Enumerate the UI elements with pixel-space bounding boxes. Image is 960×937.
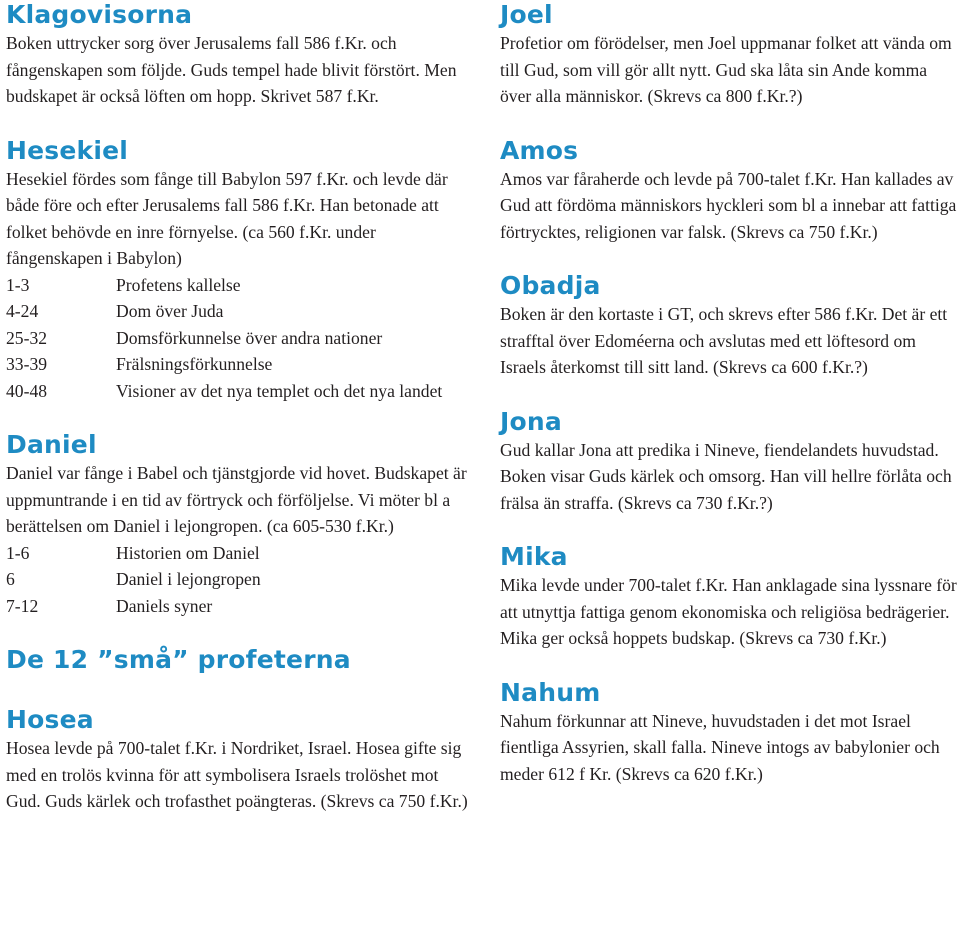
section-text: Hosea levde på 700-talet f.Kr. i Nordriket, Israel. Hosea gifte sig med en trolös kvinna för att symbolisera Israels trolöshet mot Gud. Guds kärlek och trofasthet poängteras. (Skrevs ca 750 f.Kr.) xyxy=(6,738,468,811)
section-title: Obadja xyxy=(500,271,601,300)
outline-row xyxy=(6,378,446,405)
section-joel xyxy=(500,0,958,110)
outline-desc: Profetens kallelse xyxy=(116,274,241,295)
outline-desc: Historien om Daniel xyxy=(116,542,260,563)
right-column xyxy=(500,0,958,807)
group-heading: De 12 ”små” profeterna xyxy=(6,645,351,674)
section-klagovisorna xyxy=(6,0,470,110)
outline-chapters: 7-12 xyxy=(6,595,39,616)
outline-row xyxy=(6,272,446,299)
section-title: Klagovisorna xyxy=(6,0,193,29)
section-jona xyxy=(500,407,958,517)
section-amos xyxy=(500,136,958,246)
outline-row xyxy=(6,593,261,620)
outline-desc: Frälsningsförkunnelse xyxy=(116,354,273,374)
outline-chapters: 1-3 xyxy=(6,274,30,295)
outline-desc: Domsförkunnelse över andra nationer xyxy=(116,327,383,348)
outline-desc: Dom över Juda xyxy=(116,301,224,321)
section-title: Joel xyxy=(500,0,553,29)
outline-desc: Visioner av det nya templet och det nya landet xyxy=(116,380,443,401)
outline-row xyxy=(6,298,446,325)
left-column xyxy=(6,0,470,835)
section-title: Daniel xyxy=(6,430,97,459)
section-title: Mika xyxy=(500,542,568,571)
section-text: Boken uttrycker sorg över Jerusalems fall 586 f.Kr. och fångenskapen som följde. Guds tempel hade blivit förstört. Men budskapet är också löften om hopp. Skrivet 587 f.Kr. xyxy=(6,33,457,106)
section-title: Hosea xyxy=(6,705,94,734)
outline-chapters: 33-39 xyxy=(6,354,48,374)
outline-chapters: 25-32 xyxy=(6,327,48,348)
section-text: Boken är den kortaste i GT, och skrevs efter 586 f.Kr. Det är ett strafftal över Edoméerna och avslutas med ett löftesord om Israels återkomst till sitt land. (Skrevs ca 600 f.Kr.?) xyxy=(500,304,948,377)
section-daniel xyxy=(6,430,470,619)
section-title: Nahum xyxy=(500,677,601,707)
section-text: Daniel var fånge i Babel och tjänstgjorde vid hovet. Budskapet är uppmuntrande i en tid av förtryck och förföljelse. Vi möter bl a berättelsen om Daniel i lejongropen. (ca 605-530 f.Kr.) xyxy=(6,463,467,536)
section-title: Hesekiel xyxy=(6,135,129,165)
section-text: Nahum förkunnar att Nineve, huvudstaden i det mot Israel fientliga Assyrien, skall falla. Nineve intogs av babylonier och meder 612 f Kr. (Skrevs ca 620 f.Kr.) xyxy=(500,710,940,784)
outline-desc: Daniels syner xyxy=(116,595,213,616)
section-text: Gud kallar Jona att predika i Nineve, fiendelandets huvudstad. Boken visar Guds kärlek och omsorg. Han vill hellre förlåta och frälsa än straffa. (Skrevs ca 730 f.Kr.?) xyxy=(500,439,952,513)
section-text: Hesekiel fördes som fånge till Babylon 597 f.Kr. och levde där både före och efter Jerusalems fall 586 f.Kr. Han betonade att folket behövde en inre förnyelse. (ca 560 f.Kr. under fångenskapen i Babylon) xyxy=(6,168,448,268)
outline-row xyxy=(6,540,261,567)
section-obadja xyxy=(500,271,958,381)
section-text: Profetior om förödelser, men Joel uppmanar folket att vända om till Gud, som vill gör allt nytt. Gud ska låta sin Ande komma över alla människor. (Skrevs ca 800 f.Kr.?) xyxy=(500,33,952,106)
section-title: Amos xyxy=(500,135,579,165)
outline-chapters: 40-48 xyxy=(6,380,48,401)
section-hosea xyxy=(6,705,470,815)
outline-row xyxy=(6,566,261,593)
section-hesekiel xyxy=(6,136,470,405)
outline-chapters: 6 xyxy=(6,569,15,589)
outline-row xyxy=(6,351,446,378)
section-text: Amos var fåraherde och levde på 700-talet f.Kr. Han kallades av Gud att fördöma människors hyckleri som bl a innebar att fattiga förtrycktes, religionen var falsk. (Skrevs ca 750 f.Kr.) xyxy=(500,168,957,242)
outline-chapters: 1-6 xyxy=(6,542,30,563)
outline-row xyxy=(6,325,446,352)
section-nahum xyxy=(500,678,958,788)
outline-chapters: 4-24 xyxy=(6,301,39,321)
section-mika xyxy=(500,542,958,652)
section-title: Jona xyxy=(500,406,562,436)
chapter-outline xyxy=(6,540,261,620)
section-text: Mika levde under 700-talet f.Kr. Han anklagade sina lyssnare för att utnyttja fattiga genom ekonomiska och religiösa bedrägerier. Mika ger också hoppets budskap. (Skrevs ca 730 f.Kr.) xyxy=(500,575,957,648)
chapter-outline xyxy=(6,272,446,405)
outline-desc: Daniel i lejongropen xyxy=(116,569,261,589)
